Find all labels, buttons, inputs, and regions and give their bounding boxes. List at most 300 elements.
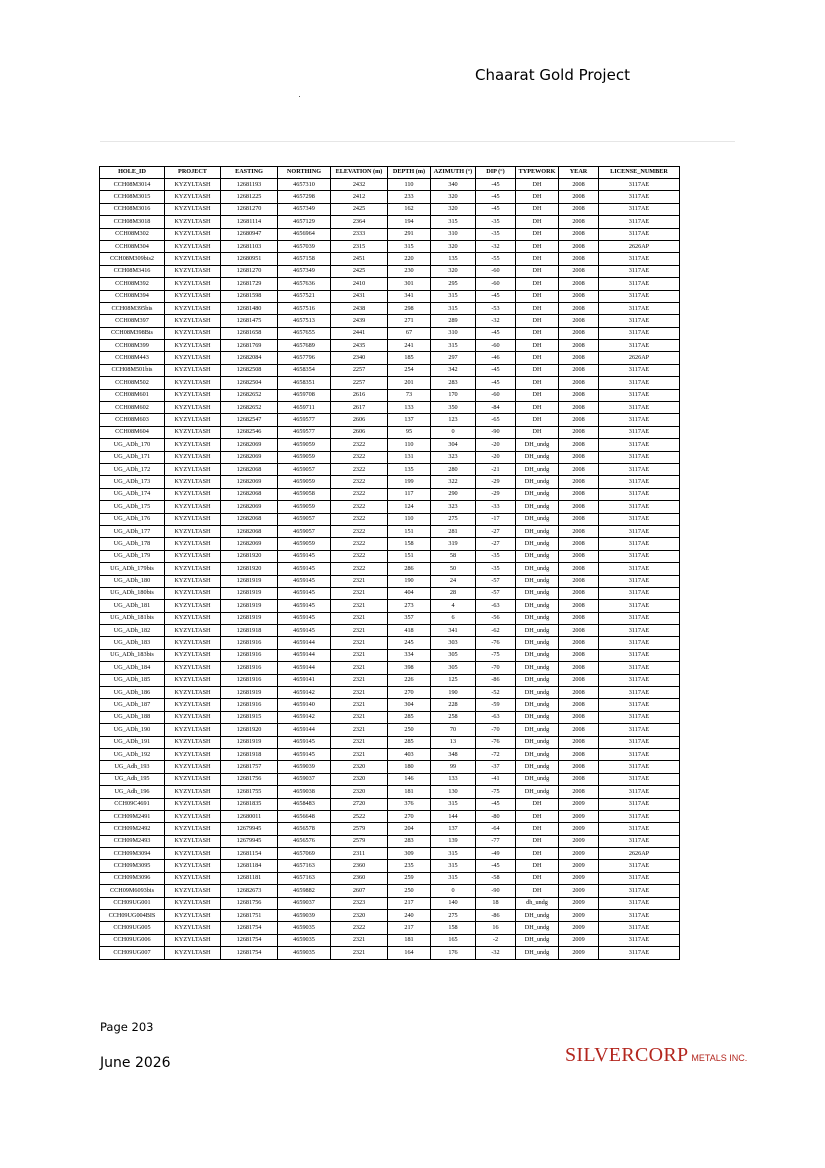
table-cell: DH [516, 191, 559, 203]
table-cell: DH_undg [516, 439, 559, 451]
table-cell: 146 [388, 773, 431, 785]
table-cell: 2008 [559, 625, 599, 637]
table-cell: 250 [388, 885, 431, 897]
table-cell: 2008 [559, 364, 599, 376]
table-cell: 2579 [331, 835, 388, 847]
table-cell: 2320 [331, 910, 388, 922]
table-cell: 2321 [331, 600, 388, 612]
table-cell: 4657689 [278, 340, 331, 352]
table-cell: 12682069 [221, 451, 278, 463]
table-cell: -32 [476, 315, 516, 327]
table-row [100, 897, 680, 909]
table-cell: 12679945 [221, 823, 278, 835]
table-cell: 2008 [559, 389, 599, 401]
table-cell: 12681915 [221, 711, 278, 723]
table-cell: 3117AE [599, 835, 680, 847]
table-cell: 12681181 [221, 872, 278, 884]
table-row [100, 860, 680, 872]
table-cell: 2008 [559, 687, 599, 699]
table-body [100, 179, 680, 960]
table-cell: 254 [388, 364, 431, 376]
table-cell: -60 [476, 340, 516, 352]
table-cell: 2321 [331, 934, 388, 946]
table-cell: 2321 [331, 625, 388, 637]
table-cell: DH_undg [516, 476, 559, 488]
table-cell: UG_ADh_179 [100, 550, 165, 562]
table-cell: 4657521 [278, 290, 331, 302]
table-cell: 2322 [331, 439, 388, 451]
table-cell: 4657163 [278, 872, 331, 884]
table-cell: 12681754 [221, 934, 278, 946]
table-row [100, 600, 680, 612]
table-cell: 2626AP [599, 848, 680, 860]
table-cell: KYZYLTASH [165, 253, 221, 265]
table-cell: CCH08M399 [100, 340, 165, 352]
table-cell: 4659145 [278, 625, 331, 637]
column-header: DEPTH (m) [388, 167, 431, 179]
table-cell: 2008 [559, 228, 599, 240]
table-cell: 281 [431, 525, 476, 537]
table-cell: CCH08M395bis [100, 302, 165, 314]
table-cell: -45 [476, 203, 516, 215]
table-cell: KYZYLTASH [165, 773, 221, 785]
table-cell: 226 [388, 674, 431, 686]
table-row [100, 872, 680, 884]
table-cell: 304 [388, 699, 431, 711]
table-cell: 2008 [559, 736, 599, 748]
table-cell: 13 [431, 736, 476, 748]
table-cell: 12681270 [221, 203, 278, 215]
table-cell: DH [516, 414, 559, 426]
table-cell: -56 [476, 612, 516, 624]
table-cell: 3117AE [599, 872, 680, 884]
table-cell: KYZYLTASH [165, 699, 221, 711]
table-cell: 3117AE [599, 364, 680, 376]
table-cell: -84 [476, 402, 516, 414]
table-cell: DH_undg [516, 736, 559, 748]
table-cell: 12682069 [221, 501, 278, 513]
table-cell: 2008 [559, 662, 599, 674]
table-cell: 2364 [331, 216, 388, 228]
table-cell: 3117AE [599, 426, 680, 438]
table-cell: 0 [431, 885, 476, 897]
table-cell: DH [516, 872, 559, 884]
table-cell: 2009 [559, 922, 599, 934]
table-row [100, 674, 680, 686]
table-cell: DH [516, 203, 559, 215]
table-row [100, 773, 680, 785]
table-cell: 341 [431, 625, 476, 637]
table-cell: 12681916 [221, 637, 278, 649]
table-cell: CCH08M3014 [100, 179, 165, 191]
table-cell: 348 [431, 748, 476, 760]
table-cell: 4659035 [278, 947, 331, 959]
table-cell: 2008 [559, 587, 599, 599]
table-cell: CCH08M501bis [100, 364, 165, 376]
table-row [100, 253, 680, 265]
table-cell: KYZYLTASH [165, 649, 221, 661]
table-cell: 2009 [559, 910, 599, 922]
table-cell: 2321 [331, 649, 388, 661]
table-row [100, 736, 680, 748]
table-cell: 2008 [559, 649, 599, 661]
table-cell: 4657158 [278, 253, 331, 265]
table-cell: KYZYLTASH [165, 848, 221, 860]
column-header: ELEVATION (m) [331, 167, 388, 179]
table-cell: 3117AE [599, 340, 680, 352]
table-cell: UG_ADh_192 [100, 748, 165, 760]
table-cell: 4658483 [278, 798, 331, 810]
table-cell: 2008 [559, 426, 599, 438]
table-cell: 3117AE [599, 649, 680, 661]
table-cell: 2008 [559, 302, 599, 314]
table-row [100, 228, 680, 240]
table-cell: -64 [476, 823, 516, 835]
table-cell: 12681755 [221, 786, 278, 798]
table-cell: CCH09UG006 [100, 934, 165, 946]
table-cell: 12681184 [221, 860, 278, 872]
table-cell: 144 [431, 810, 476, 822]
table-cell: 320 [431, 203, 476, 215]
table-cell: -46 [476, 352, 516, 364]
table-cell: 4659882 [278, 885, 331, 897]
table-cell: 181 [388, 934, 431, 946]
table-cell: 340 [431, 179, 476, 191]
table-cell: 2410 [331, 278, 388, 290]
table-cell: 2008 [559, 377, 599, 389]
table-cell: 3117AE [599, 538, 680, 550]
table-cell: 12681919 [221, 736, 278, 748]
table-cell: KYZYLTASH [165, 724, 221, 736]
table-cell: 2322 [331, 538, 388, 550]
table-cell: KYZYLTASH [165, 687, 221, 699]
table-cell: 12681193 [221, 179, 278, 191]
table-row [100, 810, 680, 822]
table-cell: 4657298 [278, 191, 331, 203]
table-cell: UG_ADh_183bis [100, 649, 165, 661]
table-cell: CCH09M3096 [100, 872, 165, 884]
table-cell: 2322 [331, 501, 388, 513]
table-cell: 2451 [331, 253, 388, 265]
table-cell: DH [516, 798, 559, 810]
table-cell: 139 [431, 835, 476, 847]
table-cell: DH_undg [516, 786, 559, 798]
table-cell: -2 [476, 934, 516, 946]
table-cell: UG_ADh_185 [100, 674, 165, 686]
table-cell: 2412 [331, 191, 388, 203]
table-cell: 4659145 [278, 563, 331, 575]
table-cell: UG_ADh_171 [100, 451, 165, 463]
table-cell: 3117AE [599, 823, 680, 835]
table-cell: KYZYLTASH [165, 761, 221, 773]
table-cell: 2257 [331, 377, 388, 389]
table-cell: 2321 [331, 687, 388, 699]
table-cell: -45 [476, 179, 516, 191]
table-row [100, 563, 680, 575]
table-cell: 12680011 [221, 810, 278, 822]
table-row [100, 885, 680, 897]
table-row [100, 439, 680, 451]
table-row [100, 179, 680, 191]
table-cell: KYZYLTASH [165, 810, 221, 822]
table-cell: 3117AE [599, 488, 680, 500]
table-row [100, 315, 680, 327]
table-cell: DH_undg [516, 773, 559, 785]
table-cell: DH [516, 327, 559, 339]
table-cell: 280 [431, 463, 476, 475]
table-row [100, 625, 680, 637]
table-cell: 3117AE [599, 810, 680, 822]
table-cell: 131 [388, 451, 431, 463]
table-row [100, 364, 680, 376]
table-cell: -45 [476, 860, 516, 872]
table-cell: 3117AE [599, 786, 680, 798]
table-cell: 99 [431, 761, 476, 773]
table-cell: 3117AE [599, 513, 680, 525]
table-cell: 2008 [559, 563, 599, 575]
table-cell: 2438 [331, 302, 388, 314]
table-row [100, 550, 680, 562]
table-cell: 12682068 [221, 513, 278, 525]
table-cell: 137 [431, 823, 476, 835]
table-cell: DH_undg [516, 587, 559, 599]
table-cell: UG_ADh_187 [100, 699, 165, 711]
table-cell: KYZYLTASH [165, 662, 221, 674]
table-cell: DH [516, 364, 559, 376]
table-cell: KYZYLTASH [165, 625, 221, 637]
table-cell: 2321 [331, 736, 388, 748]
header-divider [100, 141, 735, 142]
table-cell: UG_Adh_195 [100, 773, 165, 785]
table-cell: 135 [388, 463, 431, 475]
table-cell: 315 [431, 290, 476, 302]
table-cell: -45 [476, 290, 516, 302]
table-cell: KYZYLTASH [165, 513, 221, 525]
table-cell: 2360 [331, 860, 388, 872]
table-cell: 12680951 [221, 253, 278, 265]
table-cell: -32 [476, 240, 516, 252]
table-cell: 125 [431, 674, 476, 686]
table-cell: 3117AE [599, 315, 680, 327]
table-cell: 2360 [331, 872, 388, 884]
table-cell: -57 [476, 575, 516, 587]
table-cell: KYZYLTASH [165, 550, 221, 562]
table-cell: 2008 [559, 340, 599, 352]
table-cell: 4657039 [278, 240, 331, 252]
table-cell: DH_undg [516, 625, 559, 637]
table-cell: 50 [431, 563, 476, 575]
table-cell: -63 [476, 600, 516, 612]
table-cell: 2008 [559, 216, 599, 228]
table-cell: CCH09M3095 [100, 860, 165, 872]
table-cell: -63 [476, 711, 516, 723]
table-cell: 2322 [331, 525, 388, 537]
table-cell: CCH08M3016 [100, 203, 165, 215]
table-cell: 289 [431, 315, 476, 327]
table-row [100, 290, 680, 302]
table-cell: 3117AE [599, 947, 680, 959]
table-cell: 2616 [331, 389, 388, 401]
table-cell: CCH09C4691 [100, 798, 165, 810]
table-cell: 12681769 [221, 340, 278, 352]
table-cell: 12682673 [221, 885, 278, 897]
table-cell: DH_undg [516, 637, 559, 649]
table-cell: KYZYLTASH [165, 885, 221, 897]
table-cell: KYZYLTASH [165, 402, 221, 414]
table-cell: 4658354 [278, 364, 331, 376]
page-number: Page 203 [100, 1020, 154, 1034]
table-cell: 3117AE [599, 699, 680, 711]
table-cell: -37 [476, 761, 516, 773]
table-cell: 12681658 [221, 327, 278, 339]
table-cell: dh_undg [516, 897, 559, 909]
table-cell: KYZYLTASH [165, 265, 221, 277]
table-cell: DH [516, 885, 559, 897]
table-cell: 305 [431, 649, 476, 661]
table-cell: 4657163 [278, 860, 331, 872]
table-cell: -49 [476, 848, 516, 860]
table-cell: DH_undg [516, 513, 559, 525]
table-cell: 283 [431, 377, 476, 389]
table-cell: 4659142 [278, 687, 331, 699]
table-row [100, 947, 680, 959]
table-cell: 4 [431, 600, 476, 612]
table-cell: 3117AE [599, 278, 680, 290]
table-cell: KYZYLTASH [165, 711, 221, 723]
table-row [100, 835, 680, 847]
table-cell: 3117AE [599, 748, 680, 760]
table-cell: KYZYLTASH [165, 364, 221, 376]
table-cell: -76 [476, 736, 516, 748]
table-cell: 2008 [559, 439, 599, 451]
table-cell: 2008 [559, 637, 599, 649]
table-cell: DH_undg [516, 501, 559, 513]
table-cell: 3117AE [599, 451, 680, 463]
table-cell: CCH08M302 [100, 228, 165, 240]
table-cell: 12682069 [221, 538, 278, 550]
table-cell: 16 [476, 922, 516, 934]
table-cell: 298 [388, 302, 431, 314]
table-cell: 295 [431, 278, 476, 290]
table-cell: 3117AE [599, 674, 680, 686]
table-cell: 3117AE [599, 265, 680, 277]
table-cell: KYZYLTASH [165, 823, 221, 835]
table-row [100, 848, 680, 860]
table-row [100, 612, 680, 624]
table-cell: KYZYLTASH [165, 476, 221, 488]
table-header [100, 167, 680, 179]
table-cell: 233 [388, 191, 431, 203]
table-cell: 310 [431, 327, 476, 339]
table-cell: KYZYLTASH [165, 612, 221, 624]
table-cell: 12681920 [221, 550, 278, 562]
table-cell: -72 [476, 748, 516, 760]
table-cell: KYZYLTASH [165, 463, 221, 475]
table-cell: DH [516, 340, 559, 352]
table-row [100, 786, 680, 798]
table-cell: 286 [388, 563, 431, 575]
table-cell: 304 [431, 439, 476, 451]
table-cell: UG_ADh_178 [100, 538, 165, 550]
table-cell: 4659057 [278, 513, 331, 525]
table-cell: DH [516, 302, 559, 314]
table-cell: 4659145 [278, 736, 331, 748]
table-cell: 12681919 [221, 600, 278, 612]
table-cell: -35 [476, 216, 516, 228]
table-cell: 3117AE [599, 476, 680, 488]
table-cell: 4657310 [278, 179, 331, 191]
table-cell: -27 [476, 538, 516, 550]
table-cell: DH [516, 426, 559, 438]
table-cell: 2626AP [599, 352, 680, 364]
table-cell: 4659057 [278, 525, 331, 537]
table-cell: 2321 [331, 662, 388, 674]
table-cell: 2322 [331, 563, 388, 575]
table-cell: 4659708 [278, 389, 331, 401]
table-cell: 398 [388, 662, 431, 674]
table-cell: KYZYLTASH [165, 872, 221, 884]
table-cell: 12682652 [221, 389, 278, 401]
table-cell: 12681835 [221, 798, 278, 810]
table-cell: -45 [476, 327, 516, 339]
table-cell: 4659711 [278, 402, 331, 414]
table-cell: UG_ADh_188 [100, 711, 165, 723]
table-cell: 2439 [331, 315, 388, 327]
table-row [100, 637, 680, 649]
table-cell: DH_undg [516, 563, 559, 575]
table-cell: KYZYLTASH [165, 290, 221, 302]
table-cell: 3117AE [599, 711, 680, 723]
table-cell: 12681756 [221, 897, 278, 909]
logo-suffix: METALS INC. [691, 1053, 748, 1063]
table-cell: 133 [431, 773, 476, 785]
table-cell: 4659144 [278, 724, 331, 736]
table-cell: -65 [476, 414, 516, 426]
table-cell: 315 [431, 340, 476, 352]
table-cell: 12681751 [221, 910, 278, 922]
table-cell: 4657516 [278, 302, 331, 314]
table-row [100, 934, 680, 946]
table-cell: 290 [431, 488, 476, 500]
table-cell: 4656648 [278, 810, 331, 822]
table-cell: 320 [431, 240, 476, 252]
table-cell: 4657796 [278, 352, 331, 364]
table-cell: 3117AE [599, 934, 680, 946]
table-cell: 2008 [559, 513, 599, 525]
table-cell: 2320 [331, 773, 388, 785]
table-cell: 3117AE [599, 377, 680, 389]
table-cell: KYZYLTASH [165, 439, 221, 451]
table-cell: UG_ADh_181bis [100, 612, 165, 624]
table-cell: 176 [431, 947, 476, 959]
table-cell: -86 [476, 910, 516, 922]
table-cell: 309 [388, 848, 431, 860]
table-cell: 334 [388, 649, 431, 661]
table-cell: 12681757 [221, 761, 278, 773]
table-cell: 3117AE [599, 612, 680, 624]
table-cell: 2009 [559, 860, 599, 872]
table-cell: -70 [476, 662, 516, 674]
table-cell: UG_Adh_196 [100, 786, 165, 798]
table-cell: 12681920 [221, 563, 278, 575]
table-cell: 283 [388, 835, 431, 847]
table-cell: 270 [388, 687, 431, 699]
table-cell: 204 [388, 823, 431, 835]
table-cell: UG_ADh_176 [100, 513, 165, 525]
table-cell: KYZYLTASH [165, 798, 221, 810]
table-cell: 2321 [331, 674, 388, 686]
table-row [100, 352, 680, 364]
